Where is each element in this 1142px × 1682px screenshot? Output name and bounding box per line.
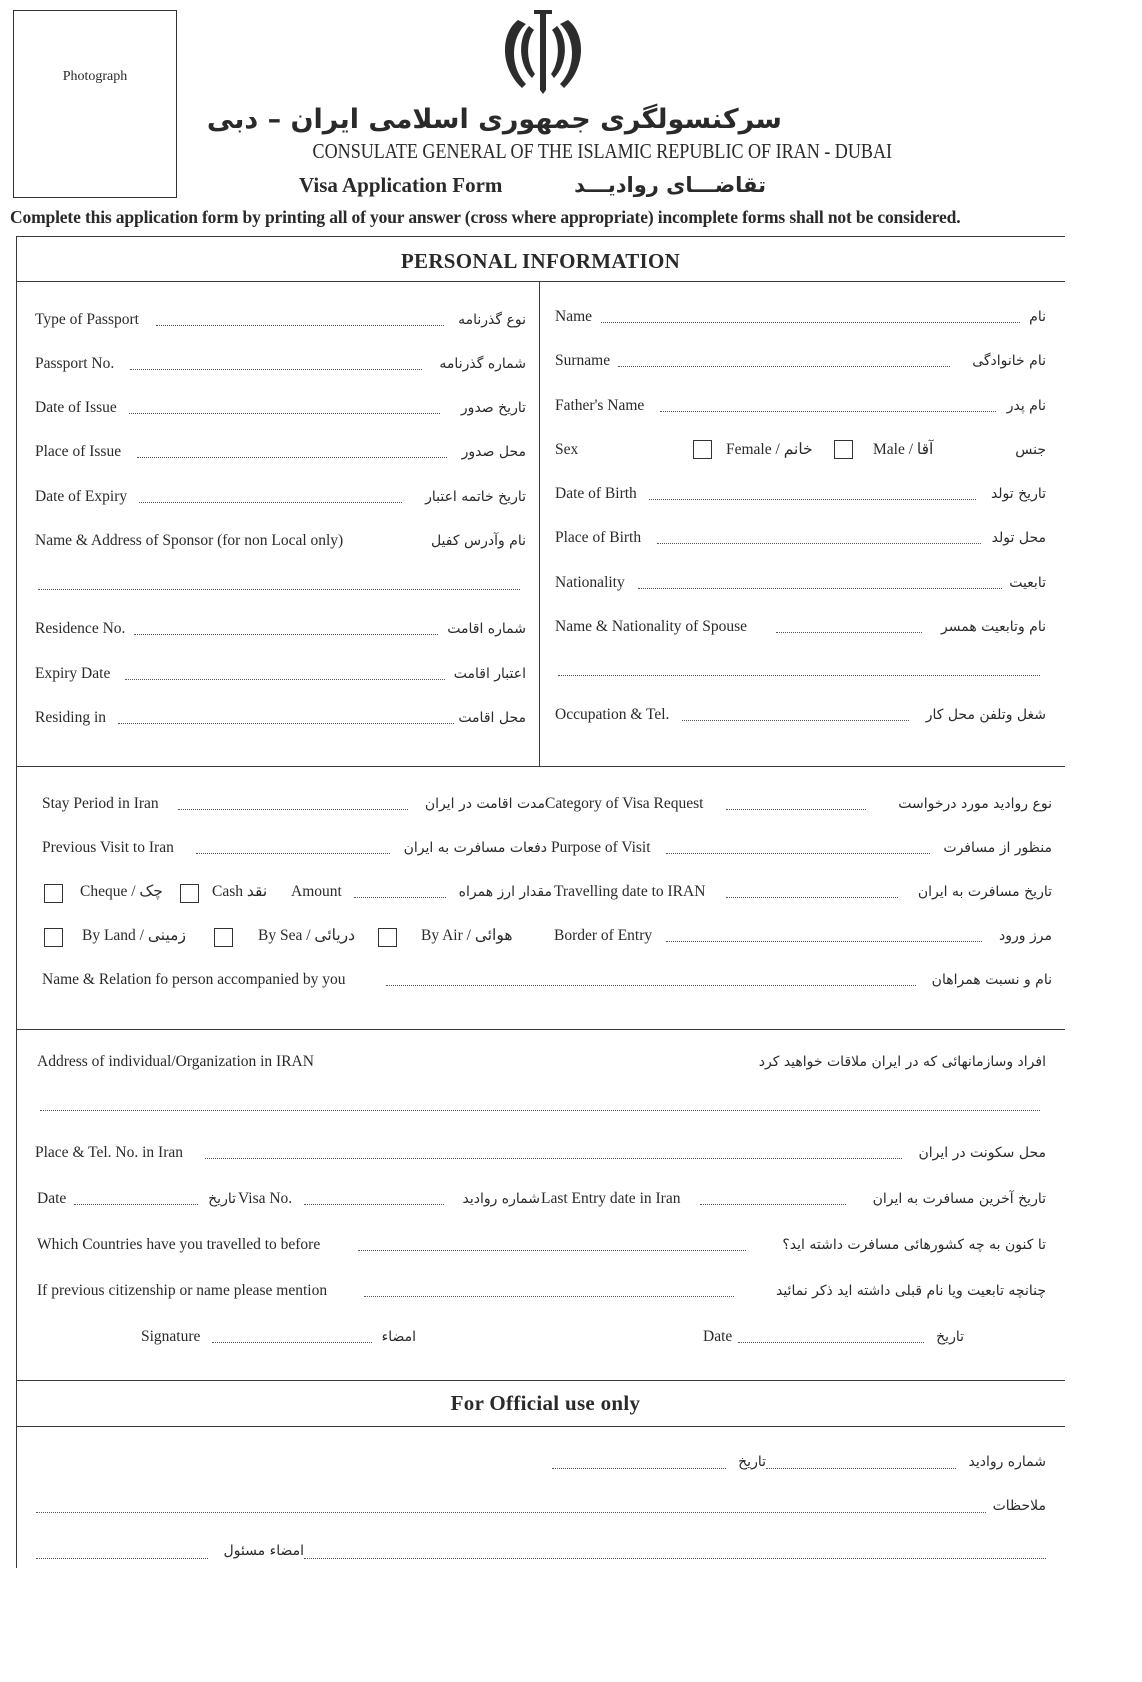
- expiry-date-label: Expiry Date: [35, 665, 111, 682]
- visa-no-label-fa: شماره روادید: [462, 1191, 540, 1207]
- signature-date-label-fa: تاریخ: [936, 1329, 964, 1345]
- cheque-option-label: Cheque / چک: [80, 883, 163, 900]
- official-top-line: [16, 1380, 1065, 1381]
- place-tel-label: Place & Tel. No. in Iran: [35, 1144, 183, 1161]
- occupation-label: Occupation & Tel.: [555, 706, 670, 723]
- by-sea-option-label: By Sea / دریائی: [258, 927, 356, 944]
- border-of-entry-label: Border of Entry: [554, 927, 653, 944]
- accompanied-label: Name & Relation fo person accompanied by you: [42, 971, 346, 988]
- sex-label-fa: جنس: [1015, 442, 1046, 458]
- signature-field[interactable]: [212, 1342, 372, 1343]
- residing-in-label-fa: محل اقامت: [458, 710, 526, 726]
- date-of-expiry-label-fa: تاریخ خاتمه اعتبار: [425, 489, 526, 505]
- date-of-expiry-field[interactable]: [139, 502, 402, 503]
- cash-checkbox[interactable]: [180, 884, 199, 903]
- passport-no-label-fa: شماره گذرنامه: [439, 356, 526, 372]
- passport-no-field[interactable]: [130, 369, 422, 370]
- official-title-divider: [16, 1426, 1065, 1427]
- nationality-label-fa: تابعیت: [1009, 575, 1046, 591]
- visa-no-field[interactable]: [304, 1204, 444, 1205]
- place-of-issue-label: Place of Issue: [35, 443, 122, 460]
- officer-signature-field-left[interactable]: [36, 1558, 208, 1559]
- by-land-checkbox[interactable]: [44, 928, 63, 947]
- date-field[interactable]: [74, 1204, 198, 1205]
- by-sea-checkbox[interactable]: [214, 928, 233, 947]
- type-of-passport-field[interactable]: [156, 325, 444, 326]
- female-option-label: Female / خانم: [726, 441, 813, 458]
- frame-left-line: [16, 236, 17, 1568]
- official-visa-number-field[interactable]: [766, 1468, 956, 1469]
- by-air-checkbox[interactable]: [378, 928, 397, 947]
- sponsor-label-fa: نام وآدرس کفیل: [430, 533, 526, 549]
- date-of-birth-label: Date of Birth: [555, 485, 637, 502]
- type-of-passport-label-fa: نوع گذرنامه: [458, 312, 526, 328]
- countries-travelled-field[interactable]: [358, 1250, 746, 1251]
- date-of-birth-label-fa: تاریخ تولد: [990, 486, 1046, 502]
- consulate-name-english: CONSULATE GENERAL OF THE ISLAMIC REPUBLIC OF IRAN - DUBAI: [312, 139, 892, 163]
- last-entry-label: Last Entry date in Iran: [541, 1190, 681, 1207]
- last-entry-field[interactable]: [700, 1204, 846, 1205]
- date-of-issue-field[interactable]: [129, 413, 440, 414]
- spouse-field[interactable]: [776, 632, 922, 633]
- purpose-label: Purpose of Visit: [551, 839, 651, 856]
- section-title-divider: [16, 281, 1065, 282]
- frame-top-line: [16, 236, 1065, 237]
- name-label-fa: نام: [1029, 309, 1046, 325]
- type-of-passport-label: Type of Passport: [35, 311, 139, 328]
- previous-citizenship-field[interactable]: [364, 1296, 734, 1297]
- countries-travelled-label: Which Countries have you travelled to before: [37, 1236, 321, 1253]
- purpose-label-fa: منظور از مسافرت: [943, 840, 1052, 856]
- place-tel-label-fa: محل سکونت در ایران: [918, 1145, 1046, 1161]
- name-label: Name: [555, 308, 593, 325]
- previous-visit-label: Previous Visit to Iran: [42, 839, 174, 856]
- date-label-fa: تاریخ: [208, 1191, 236, 1207]
- visa-category-field[interactable]: [726, 809, 866, 810]
- fathers-name-field[interactable]: [660, 411, 996, 412]
- sex-label: Sex: [555, 441, 579, 458]
- form-instructions: Complete this application form by printing all of your answer (cross where appropriate) incomplete forms shall not be considered.: [10, 207, 961, 227]
- sponsor-address-field[interactable]: [38, 589, 520, 590]
- signature-label: Signature: [141, 1328, 201, 1345]
- photograph-label: Photograph: [62, 69, 128, 84]
- date-of-expiry-label: Date of Expiry: [35, 488, 128, 505]
- cash-option-label: Cash نقد: [212, 883, 268, 900]
- official-use-title: For Official use only: [450, 1391, 641, 1415]
- visa-category-label-fa: نوع روادید مورد درخواست: [898, 796, 1052, 812]
- fathers-name-label-fa: نام پدر: [1006, 398, 1046, 414]
- nationality-field[interactable]: [638, 588, 1002, 589]
- address-in-iran-field[interactable]: [40, 1110, 1040, 1111]
- stay-period-field[interactable]: [178, 809, 408, 810]
- expiry-date-label-fa: اعتبار اقامت: [453, 666, 526, 682]
- signature-date-field[interactable]: [738, 1342, 924, 1343]
- male-checkbox[interactable]: [834, 440, 853, 459]
- officer-signature-field[interactable]: [304, 1558, 1046, 1559]
- personal-section-title: PERSONAL INFORMATION: [400, 249, 681, 273]
- accompanied-field[interactable]: [386, 985, 916, 986]
- signature-label-fa: امضاء: [381, 1329, 416, 1345]
- spouse-label-fa: نام وتابعیت همسر: [941, 619, 1046, 635]
- amount-label-fa: مقدار ارز همراه: [458, 884, 552, 900]
- surname-field[interactable]: [618, 366, 950, 367]
- address-in-iran-label-fa: افراد وسازمانهائی که در ایران ملاقات خواهید کرد: [758, 1054, 1046, 1070]
- cheque-checkbox[interactable]: [44, 884, 63, 903]
- official-visa-number-label-fa: شماره روادید: [968, 1454, 1046, 1470]
- nationality-label: Nationality: [555, 574, 625, 591]
- photograph-box: [13, 10, 177, 198]
- previous-visit-label-fa: دفعات مسافرت به ایران: [403, 840, 547, 856]
- form-title-english: Visa Application Form: [299, 173, 503, 197]
- stay-period-label: Stay Period in Iran: [42, 795, 159, 812]
- place-of-issue-label-fa: محل صدور: [461, 444, 526, 460]
- female-checkbox[interactable]: [693, 440, 712, 459]
- place-of-issue-field[interactable]: [137, 457, 447, 458]
- officer-signature-label-fa: امضاء مسئول: [223, 1543, 304, 1559]
- occupation-field[interactable]: [682, 720, 909, 721]
- place-of-birth-label-fa: محل تولد: [991, 530, 1046, 546]
- place-of-birth-field[interactable]: [657, 543, 981, 544]
- spouse-field-continued[interactable]: [558, 675, 1040, 676]
- previous-citizenship-label: If previous citizenship or name please mention: [37, 1282, 328, 1299]
- date-of-issue-label: Date of Issue: [35, 399, 117, 416]
- by-air-option-label: By Air / هوائی: [421, 927, 513, 944]
- place-of-birth-label: Place of Birth: [555, 529, 642, 546]
- date-label: Date: [37, 1190, 67, 1207]
- form-title-persian: تقاضـــای روادیـــد: [574, 173, 766, 197]
- amount-field[interactable]: [354, 897, 446, 898]
- sponsor-label: Name & Address of Sponsor (for non Local only): [35, 532, 344, 549]
- address-in-iran-label: Address of individual/Organization in IRAN: [37, 1053, 314, 1070]
- surname-label: Surname: [555, 352, 611, 369]
- countries-travelled-label-fa: تا کنون به چه کشورهائی مسافرت داشته اید؟: [782, 1237, 1046, 1253]
- visa-no-label: Visa No.: [238, 1190, 293, 1207]
- last-entry-label-fa: تاریخ آخرین مسافرت به ایران: [872, 1191, 1046, 1207]
- iran-emblem-icon: [496, 6, 590, 96]
- signature-date-label: Date: [703, 1328, 733, 1345]
- amount-label: Amount: [291, 883, 342, 900]
- place-tel-field[interactable]: [205, 1158, 902, 1159]
- consulate-name-persian: سرکنسولگری جمهوری اسلامی ایران – دبی: [206, 104, 782, 135]
- personal-bottom-line: [16, 766, 1065, 767]
- fathers-name-label: Father's Name: [555, 397, 645, 414]
- residing-in-field[interactable]: [118, 723, 454, 724]
- official-date-field[interactable]: [552, 1468, 726, 1469]
- remarks-field[interactable]: [36, 1512, 986, 1513]
- expiry-date-field[interactable]: [125, 679, 445, 680]
- surname-label-fa: نام خانوادگی: [972, 353, 1046, 369]
- remarks-label-fa: ملاحظات: [992, 1498, 1046, 1514]
- passport-no-label: Passport No.: [35, 355, 115, 372]
- travel-date-label-fa: تاریخ مسافرت به ایران: [917, 884, 1052, 900]
- name-field[interactable]: [601, 322, 1020, 323]
- official-date-label-fa: تاریخ: [738, 1454, 766, 1470]
- spouse-label: Name & Nationality of Spouse: [555, 618, 747, 635]
- residence-no-label: Residence No.: [35, 620, 126, 637]
- residing-in-label: Residing in: [35, 709, 107, 726]
- residence-no-label-fa: شماره اقامت: [447, 621, 526, 637]
- stay-period-label-fa: مدت اقامت در ایران: [424, 796, 545, 812]
- visa-category-label: Category of Visa Request: [545, 795, 704, 812]
- border-of-entry-label-fa: مرز ورود: [999, 928, 1052, 944]
- accompanied-label-fa: نام و نسبت همراهان: [931, 972, 1052, 988]
- residence-no-field[interactable]: [134, 634, 438, 635]
- by-land-option-label: By Land / زمینی: [82, 927, 186, 944]
- purpose-field[interactable]: [666, 853, 930, 854]
- travel-date-field[interactable]: [726, 897, 898, 898]
- column-divider: [539, 281, 540, 766]
- date-of-issue-label-fa: تاریخ صدور: [460, 400, 526, 416]
- travel-date-label: Travelling date to IRAN: [554, 883, 706, 900]
- male-option-label: Male / آقا: [873, 441, 934, 458]
- border-of-entry-field[interactable]: [666, 941, 982, 942]
- occupation-label-fa: شغل وتلفن محل کار: [925, 707, 1046, 723]
- travel-bottom-line: [16, 1029, 1065, 1030]
- previous-citizenship-label-fa: چنانچه تابعیت ویا نام قبلی داشته اید ذکر نمائید: [775, 1283, 1046, 1299]
- date-of-birth-field[interactable]: [649, 499, 976, 500]
- previous-visit-field[interactable]: [196, 853, 390, 854]
